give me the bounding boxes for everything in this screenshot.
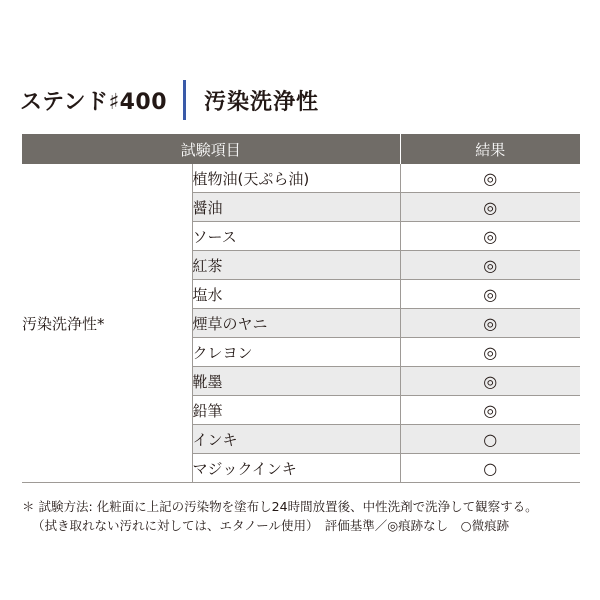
item-cell: 靴墨 bbox=[192, 367, 400, 396]
item-cell: インキ bbox=[192, 425, 400, 454]
header-result: 結果 bbox=[400, 134, 580, 164]
result-cell: ○ bbox=[400, 454, 580, 483]
result-cell: ◎ bbox=[400, 222, 580, 251]
result-cell: ◎ bbox=[400, 396, 580, 425]
item-cell: 植物油(天ぷら油) bbox=[192, 164, 400, 193]
item-cell: 煙草のヤニ bbox=[192, 309, 400, 338]
result-cell: ◎ bbox=[400, 280, 580, 309]
result-cell: ○ bbox=[400, 425, 580, 454]
subject-title: 汚染洗浄性 bbox=[204, 89, 320, 115]
result-cell: ◎ bbox=[400, 309, 580, 338]
item-cell: マジックインキ bbox=[192, 454, 400, 483]
footnote-criteria: （拭き取れない汚れに対しては、エタノール使用） 評価基準／◎痕跡なし ○微痕跡 bbox=[32, 518, 510, 533]
result-cell: ◎ bbox=[400, 251, 580, 280]
result-cell: ◎ bbox=[400, 164, 580, 193]
result-cell: ◎ bbox=[400, 367, 580, 396]
item-cell: 塩水 bbox=[192, 280, 400, 309]
result-cell: ◎ bbox=[400, 338, 580, 367]
title-row bbox=[20, 78, 319, 122]
header-test-item: 試験項目 bbox=[22, 134, 400, 164]
table-header-row bbox=[22, 134, 580, 164]
category-cell: 汚染洗浄性* bbox=[22, 164, 192, 483]
result-table bbox=[22, 134, 580, 483]
item-cell: ソース bbox=[192, 222, 400, 251]
title-divider bbox=[183, 80, 186, 120]
item-cell: 醤油 bbox=[192, 193, 400, 222]
result-cell: ◎ bbox=[400, 193, 580, 222]
item-cell: 鉛筆 bbox=[192, 396, 400, 425]
item-cell: クレヨン bbox=[192, 338, 400, 367]
item-cell: 紅茶 bbox=[192, 251, 400, 280]
table-row bbox=[22, 164, 580, 193]
product-name: ステンド♯400 bbox=[20, 89, 168, 115]
footnote-method: ＊ 試験方法: 化粧面に上記の汚染物を塗布し24時間放置後、中性洗剤で洗浄して観察する。 bbox=[22, 499, 538, 514]
